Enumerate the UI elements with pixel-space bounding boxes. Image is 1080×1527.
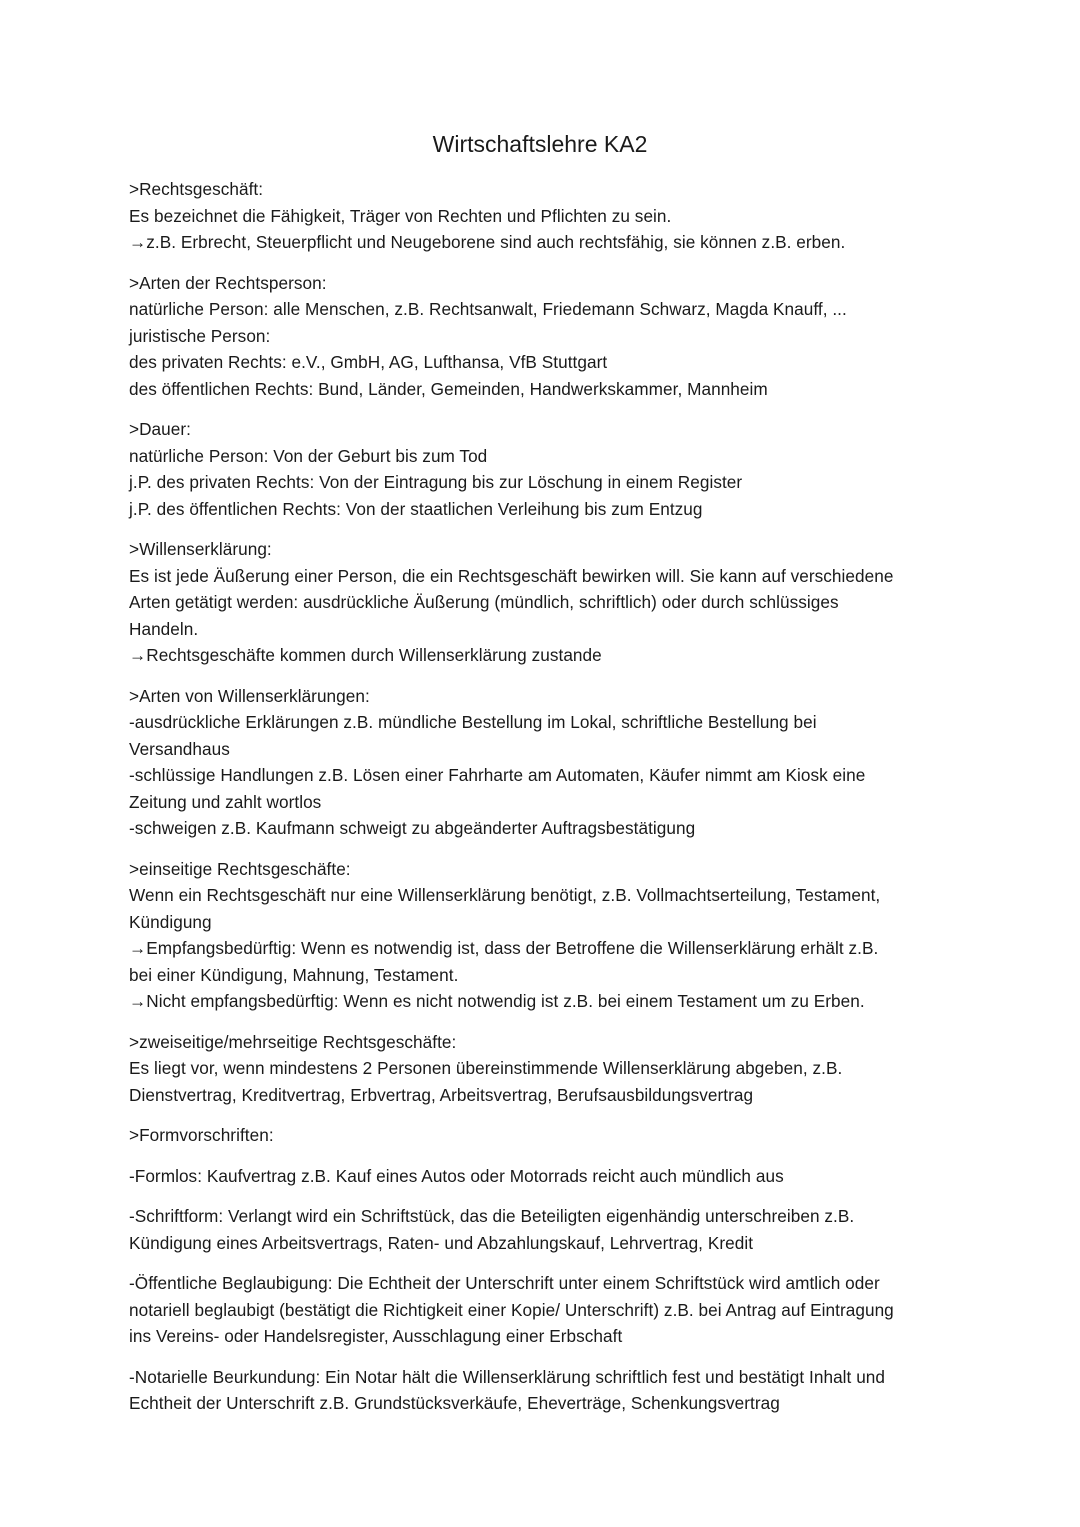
text-line: →Empfangsbedürftig: Wenn es notwendig ist, dass der Betroffene die Willenserklärung erhält z.B.	[129, 938, 879, 958]
text-line: ins Vereins- oder Handelsregister, Ausschlagung einer Erbschaft	[129, 1326, 623, 1346]
text-line: j.P. des öffentlichen Rechts: Von der staatlichen Verleihung bis zum Entzug	[129, 498, 703, 519]
text-line: Versandhaus	[129, 738, 230, 759]
section-arten-rechtsperson	[129, 270, 959, 403]
text-line: j.P. des privaten Rechts: Von der Eintragung bis zur Löschung in einem Register	[129, 472, 743, 492]
section-einseitige-rechtsgeschaefte	[129, 856, 959, 1015]
text-line: -Notarielle Beurkundung: Ein Notar hält die Willenserklärung schriftlich fest und bestätigt Inhalt und	[129, 1366, 886, 1387]
text-line: Zeitung und zahlt wortlos	[129, 791, 322, 812]
text-line: →Rechtsgeschäfte kommen durch Willenserklärung zustande	[129, 645, 602, 665]
section-dauer	[129, 416, 959, 522]
section-heading: >Dauer:	[129, 419, 191, 439]
text-line: Dienstvertrag, Kreditvertrag, Erbvertrag, Arbeitsvertrag, Berufsausbildungsvertrag	[129, 1084, 754, 1105]
text-line: -schweigen z.B. Kaufmann schweigt zu abgeänderter Auftragsbestätigung	[129, 818, 696, 838]
text-line: des öffentlichen Rechts: Bund, Länder, Gemeinden, Handwerkskammer, Mannheim	[129, 378, 768, 399]
section-heading: >Arten der Rechtsperson:	[129, 272, 327, 293]
section-zweiseitige-rechtsgeschaefte	[129, 1029, 959, 1109]
text-line: Kündigung	[129, 911, 212, 932]
text-line: Wenn ein Rechtsgeschäft nur eine Willenserklärung benötigt, z.B. Vollmachtserteilung, Testament,	[129, 885, 881, 905]
text-line: des privaten Rechts: e.V., GmbH, AG, Lufthansa, VfB Stuttgart	[129, 352, 608, 372]
text-line: Handeln.	[129, 618, 199, 639]
text-line: Echtheit der Unterschrift z.B. Grundstücksverkäufe, Eheverträge, Schenkungsvertrag	[129, 1393, 780, 1413]
text-line: -Schriftform: Verlangt wird ein Schriftstück, das die Beteiligten eigenhändig unterschreiben z.B.	[129, 1206, 855, 1226]
paragraph-schriftform	[129, 1203, 959, 1256]
text-line: -Formlos: Kaufvertrag z.B. Kauf eines Autos oder Motorrads reicht auch mündlich aus	[129, 1165, 784, 1186]
text-line: →z.B. Erbrecht, Steuerpflicht und Neugeborene sind auch rechtsfähig, sie können z.B. erben.	[129, 232, 846, 252]
text-line: Es liegt vor, wenn mindestens 2 Personen übereinstimmende Willenserklärung abgeben, z.B.	[129, 1058, 843, 1078]
text-line: notariell beglaubigt (bestätigt die Richtigkeit einer Kopie/ Unterschrift) z.B. bei Antrag auf Eintragung	[129, 1299, 894, 1320]
text-line: →Nicht empfangsbedürftig: Wenn es nicht notwendig ist z.B. bei einem Testament um zu Erben.	[129, 991, 865, 1011]
section-heading: >Formvorschriften:	[129, 1125, 274, 1145]
text-line: Arten getätigt werden: ausdrückliche Äußerung (mündlich, schriftlich) oder durch schlüssiges	[129, 592, 839, 612]
section-arten-willenserklaerungen	[129, 683, 959, 842]
text-line: Es ist jede Äußerung einer Person, die ein Rechtsgeschäft bewirken will. Sie kann auf verschiedene	[129, 565, 894, 586]
section-willenserklaerung	[129, 536, 959, 669]
text-line: juristische Person:	[129, 325, 271, 346]
section-heading: >Willenserklärung:	[129, 539, 272, 559]
text-line: -Öffentliche Beglaubigung: Die Echtheit der Unterschrift unter einem Schriftstück wird amtlich oder	[129, 1273, 880, 1293]
text-line: bei einer Kündigung, Mahnung, Testament.	[129, 964, 459, 985]
text-line: Kündigung eines Arbeitsvertrags, Raten- und Abzahlungskauf, Lehrvertrag, Kredit	[129, 1232, 754, 1253]
document-title: Wirtschaftslehre KA2	[432, 131, 648, 157]
section-heading: >einseitige Rechtsgeschäfte:	[129, 858, 351, 879]
section-heading: >zweiseitige/mehrseitige Rechtsgeschäfte:	[129, 1031, 457, 1052]
text-line: -schlüssige Handlungen z.B. Lösen einer Fahrharte am Automaten, Käufer nimmt am Kiosk eine	[129, 765, 866, 785]
section-formvorschriften	[129, 1122, 959, 1149]
text-line: Es bezeichnet die Fähigkeit, Träger von Rechten und Pflichten zu sein.	[129, 205, 672, 226]
text-line: natürliche Person: alle Menschen, z.B. Rechtsanwalt, Friedemann Schwarz, Magda Knauff, ...	[129, 299, 847, 319]
section-heading: >Arten von Willenserklärungen:	[129, 685, 370, 706]
paragraph-oeffentliche-beglaubigung	[129, 1270, 959, 1350]
paragraph-notarielle-beurkundung	[129, 1364, 959, 1417]
text-line: -ausdrückliche Erklärungen z.B. mündliche Bestellung im Lokal, schriftliche Bestellung bei	[129, 712, 817, 732]
section-rechtsgeschaeft	[129, 176, 959, 256]
paragraph-formlos	[129, 1163, 959, 1190]
section-heading: >Rechtsgeschäft:	[129, 179, 264, 199]
text-line: natürliche Person: Von der Geburt bis zum Tod	[129, 445, 488, 466]
document-body	[129, 176, 959, 1431]
